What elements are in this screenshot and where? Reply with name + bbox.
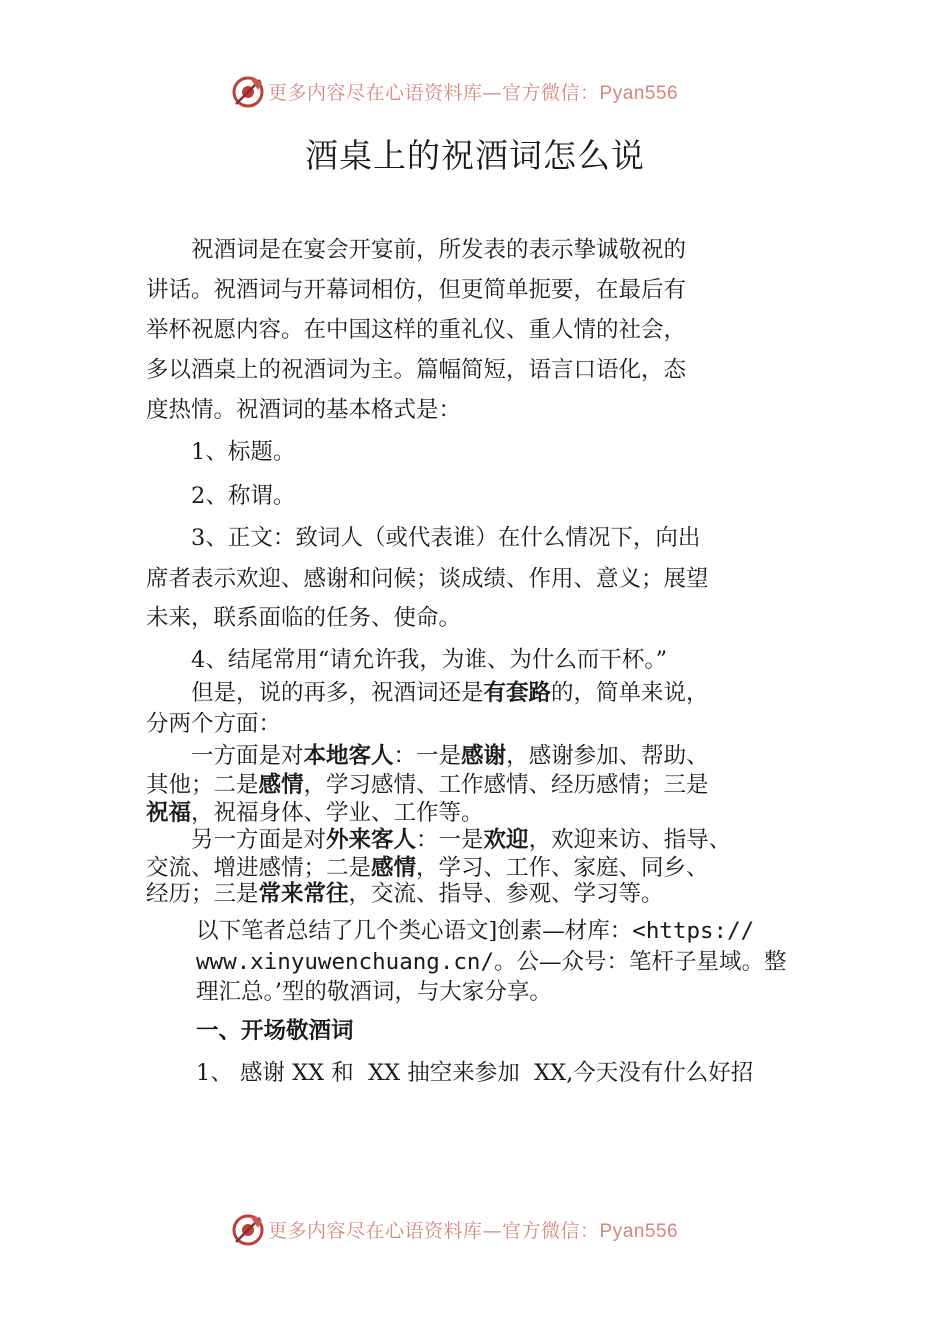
visiting-text: ，学习、工作、家庭、同乡、 xyxy=(416,855,709,881)
source-text: 以下笔者总结了几个类心语文]创素—材库： xyxy=(196,918,633,944)
visiting-text: ，欢迎来访、指导、 xyxy=(528,827,732,853)
logo-icon xyxy=(230,1212,266,1248)
local-bold: 本地客人 xyxy=(303,743,394,769)
visiting-bold: 常来常往 xyxy=(258,881,349,907)
format-item-3-line-2: 席者表示欢迎、感谢和问候；谈成绩、作用、意义；展望 xyxy=(146,566,709,592)
format-item-3-line-1: 3、正文：致词人（或代表谁）在什么情况下，向出 xyxy=(146,525,701,551)
source-note-line-3: 理汇总。’型的敬酒词，与大家分享。 xyxy=(196,979,552,1005)
section-item-1: 1、 感谢 XX 和 XX 抽空来参加 XX,今天没有什么好招 xyxy=(196,1060,754,1086)
summary-text: 但是，说的再多，祝酒词还是 xyxy=(146,680,484,706)
local-bold: 感谢 xyxy=(461,743,507,769)
intro-line-2: 讲话。祝酒词与开幕词相仿，但更简单扼要，在最后有 xyxy=(146,277,687,303)
visiting-text: 交流、增进感情；二是 xyxy=(146,855,372,881)
source-text: 。公—众号：笔杆子星域。整 xyxy=(494,949,787,975)
format-item-4: 4、结尾常用“请允许我，为谁、为什么而干杯。” xyxy=(146,647,668,673)
top-banner xyxy=(0,72,950,112)
summary-bold-keyword: 有套路 xyxy=(483,680,552,706)
source-note-line-2 xyxy=(196,944,810,976)
section-heading: 一、开场敬酒词 xyxy=(196,1018,354,1044)
local-text: ，祝福身体、学业、工作等。 xyxy=(191,800,484,826)
intro-line-1: 祝酒词是在宴会开宴前，所发表的表示挚诚敬祝的 xyxy=(146,237,687,263)
source-note-line-1 xyxy=(196,913,810,945)
banner-wechat-id: Pyan556 xyxy=(599,1221,679,1242)
visiting-bold: 外来客人 xyxy=(326,827,417,853)
source-url-part: <https:// xyxy=(632,918,755,944)
visiting-text: ，交流、指导、参观、学习等。 xyxy=(348,881,664,907)
local-text: 一方面是对 xyxy=(146,743,304,769)
banner-text: 更多内容尽在心语资料库—官方微信： xyxy=(268,82,600,104)
local-bold: 祝福 xyxy=(146,800,192,826)
intro-line-4: 多以酒桌上的祝酒词为主。篇幅简短，语言口语化，态 xyxy=(146,357,687,383)
visiting-bold: 欢迎 xyxy=(483,827,529,853)
bottom-banner xyxy=(0,1210,950,1250)
logo-icon xyxy=(230,74,266,110)
summary-line-2: 分两个方面： xyxy=(146,711,282,737)
local-text: ，感谢参加、帮助、 xyxy=(506,743,709,769)
format-item-3-line-3: 未来，联系面临的任务、使命。 xyxy=(146,605,462,631)
local-bold: 感情 xyxy=(258,772,304,798)
visiting-bold: 感情 xyxy=(371,855,417,881)
visiting-text: 另一方面是对 xyxy=(146,827,327,853)
local-text: 其他；二是 xyxy=(146,772,259,798)
document-title: 酒桌上的祝酒词怎么说 xyxy=(305,136,645,175)
visiting-text: ：一是 xyxy=(416,827,484,853)
format-item-1: 1、标题。 xyxy=(146,439,296,465)
summary-line-1 xyxy=(146,675,810,707)
local-text: ：一是 xyxy=(393,743,462,769)
intro-line-3: 举杯祝愿内容。在中国这样的重礼仪、重人情的社会， xyxy=(146,317,687,343)
intro-line-5: 度热情。祝酒词的基本格式是： xyxy=(146,397,462,423)
visiting-text: 经历；三是 xyxy=(146,881,259,907)
banner-wechat-id: Pyan556 xyxy=(599,83,679,104)
source-url-part: www.xinyuwenchuang.cn/ xyxy=(196,949,495,975)
banner-text: 更多内容尽在心语资料库—官方微信： xyxy=(268,1220,600,1242)
visiting-guests-line-3 xyxy=(146,876,810,908)
format-item-2: 2、称谓。 xyxy=(146,483,296,509)
local-text: ，学习感情、工作感情、经历感情；三是 xyxy=(303,772,709,798)
local-guests-line-1 xyxy=(146,738,810,770)
summary-text: 的，简单来说， xyxy=(551,680,709,706)
